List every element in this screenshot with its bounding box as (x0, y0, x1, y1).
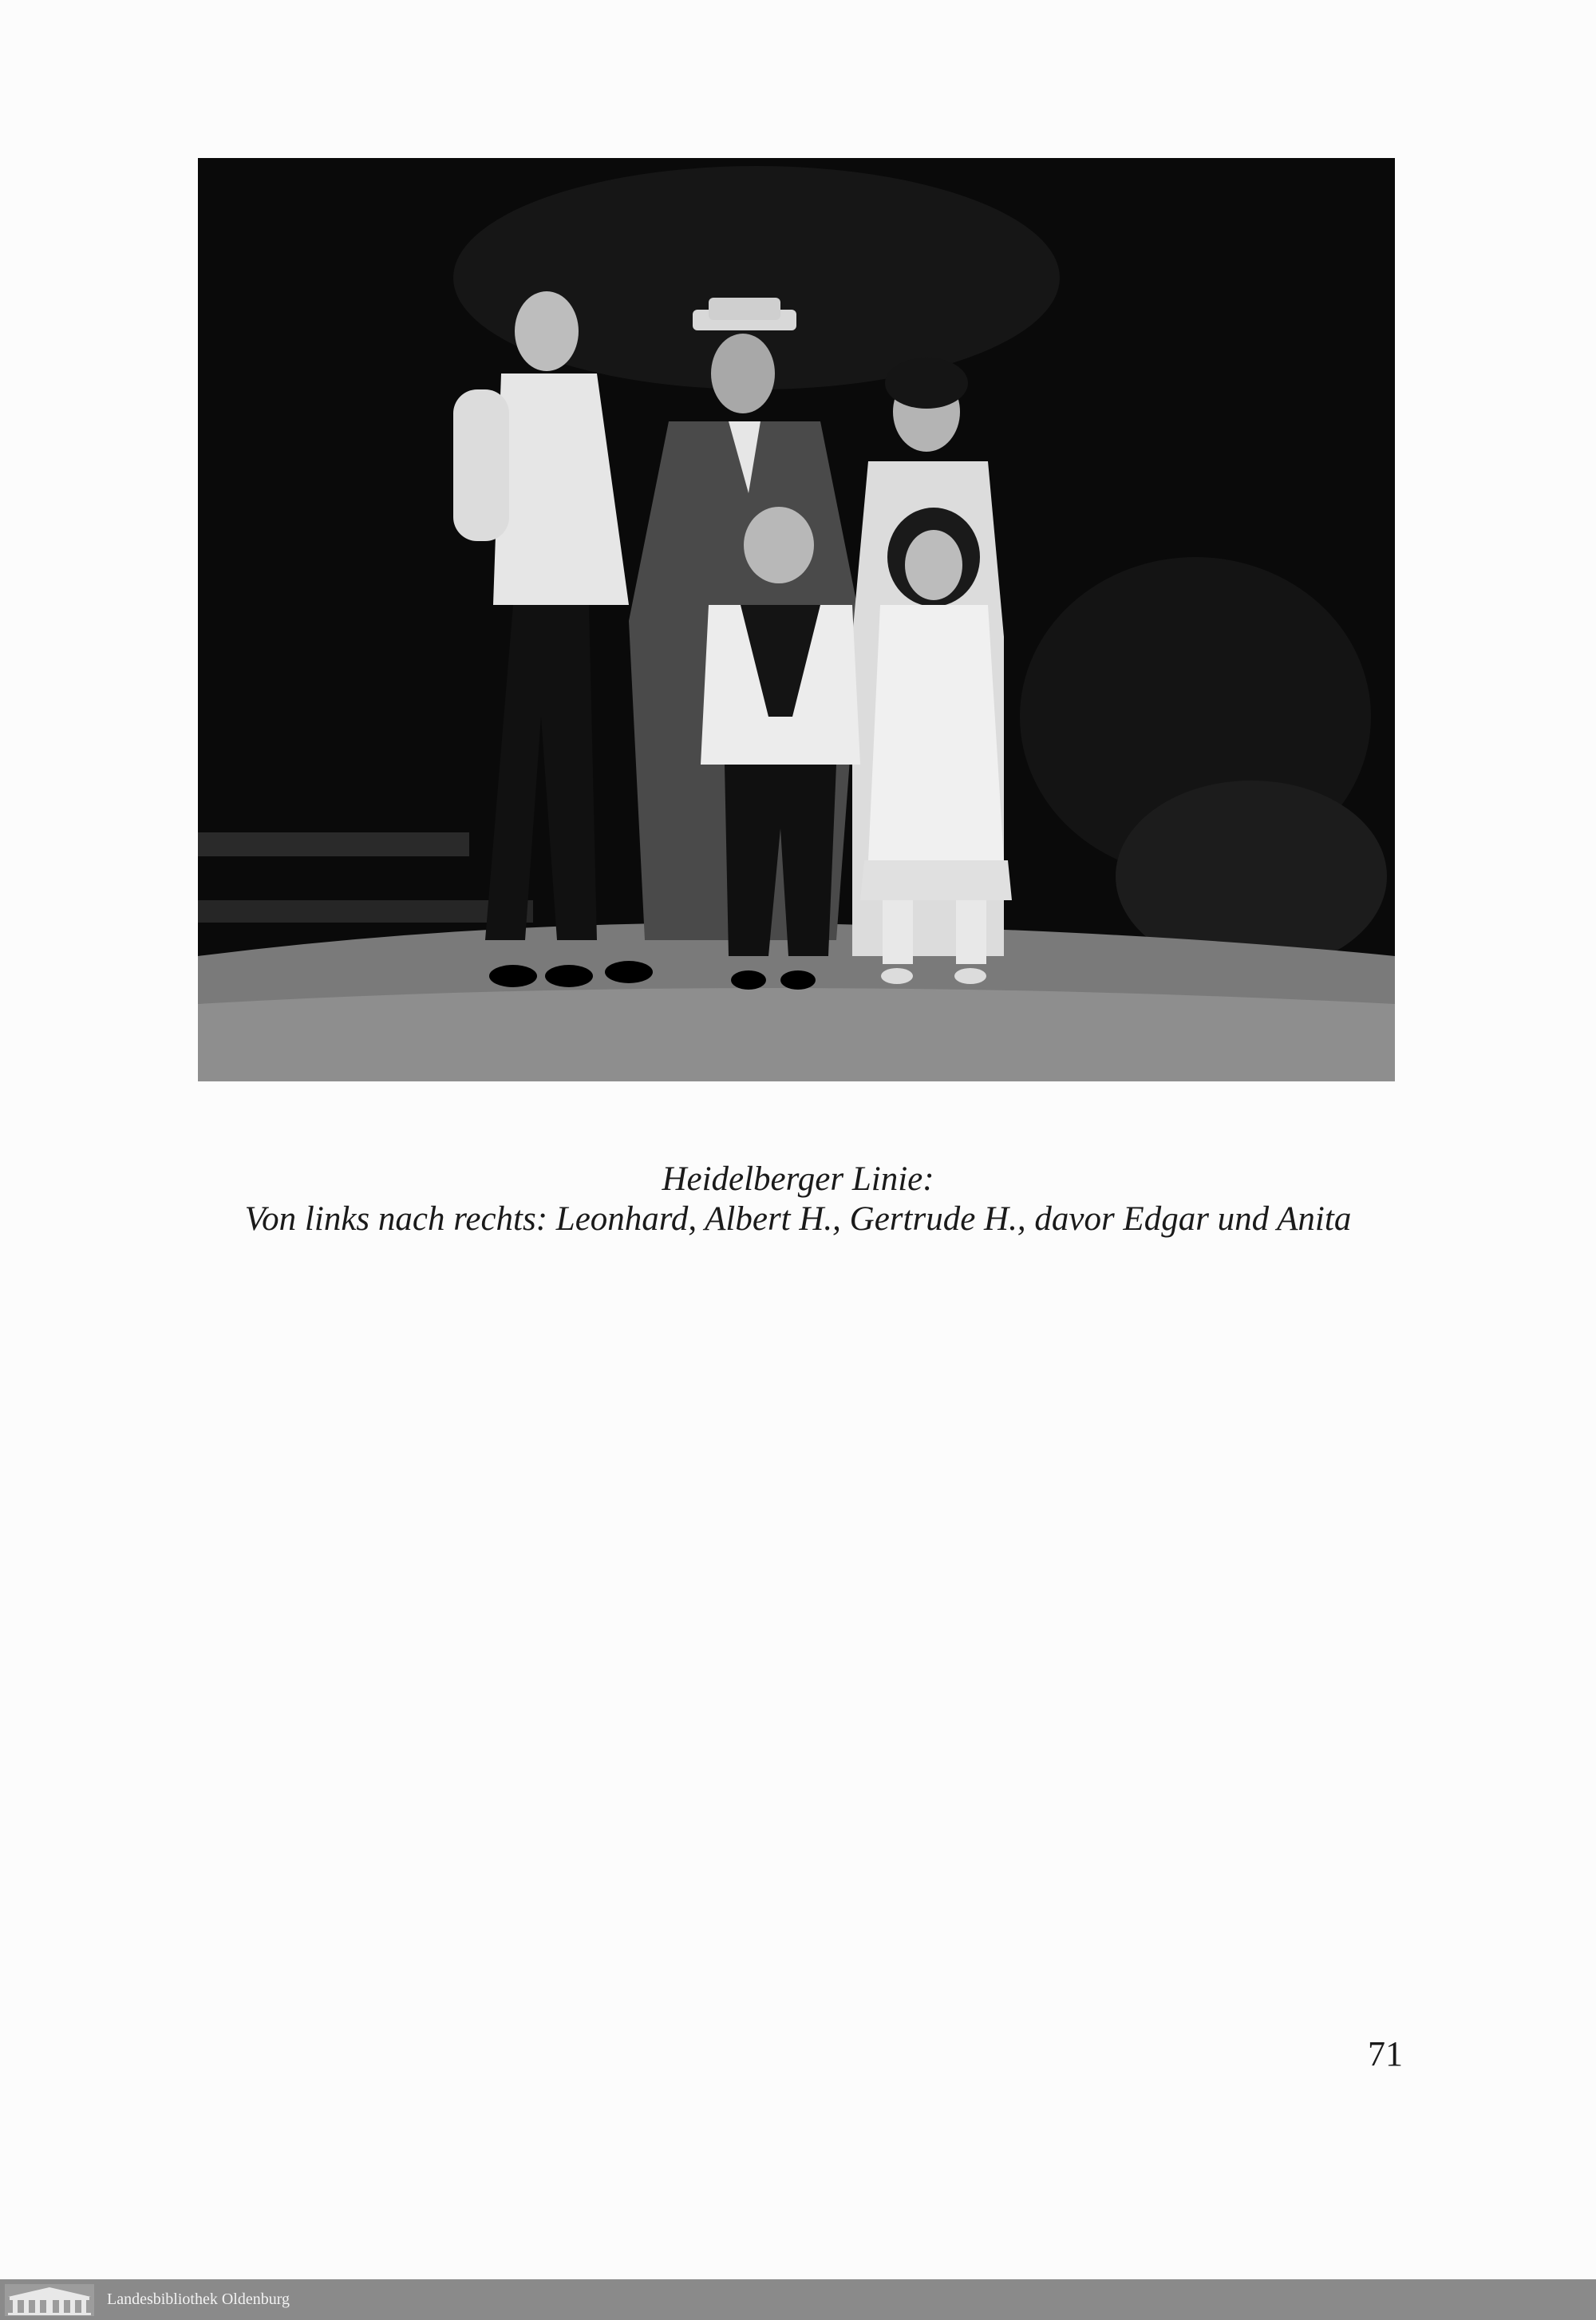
library-building-icon (5, 2284, 94, 2316)
caption-names: Von links nach rechts: Leonhard, Albert H., Gertrude H., davor Edgar und Anita (244, 1200, 1352, 1238)
caption-title: Heidelberger Linie: (662, 1160, 934, 1198)
library-name[interactable]: Landesbibliothek Oldenburg (107, 2290, 290, 2308)
photograph-image (198, 158, 1395, 1081)
footer-bar (0, 2279, 1596, 2320)
family-photograph (198, 158, 1395, 1081)
page-number: 71 (1368, 2034, 1403, 2073)
